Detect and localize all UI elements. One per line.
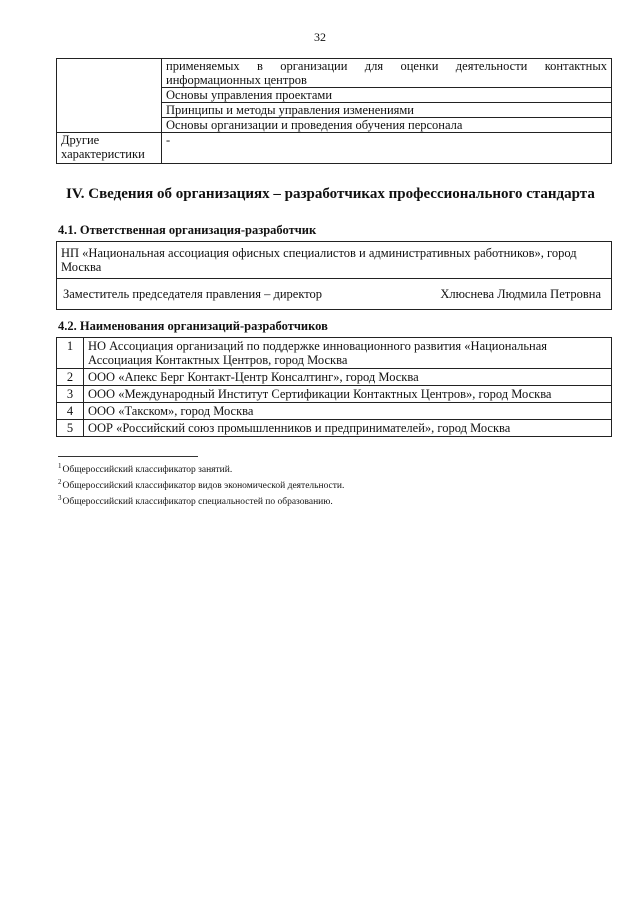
footnotes (58, 460, 598, 508)
position-text: Заместитель председателя правления – директор (63, 287, 323, 301)
other-characteristics-label: Другие характеристики (57, 133, 162, 164)
org-name: НО Ассоциация организаций по поддержке инновационного развития «Национальная Ассоциация Контактных Центров, город Москва (84, 338, 612, 369)
footnote (58, 460, 598, 476)
developers-heading: 4.2. Наименования организаций-разработчиков (58, 319, 328, 333)
org-name: ООО «Международный Институт Сертификации Контактных Центров», город Москва (84, 386, 612, 403)
other-characteristics-value: - (162, 133, 612, 164)
table-row (57, 403, 612, 420)
responsible-table (56, 241, 612, 310)
table-cell: Основы управления проектами (162, 88, 612, 103)
footnote-text: Общероссийский классификатор видов экономической деятельности. (62, 481, 345, 492)
table-cell: Основы организации и проведения обучения персонала (162, 118, 612, 133)
signatory-cell (57, 279, 612, 310)
footnote (58, 476, 598, 492)
row-number: 1 (57, 338, 84, 369)
table-row (57, 242, 612, 279)
row-number: 3 (57, 386, 84, 403)
org-name-cell: НП «Национальная ассоциация офисных специалистов и административных работников», город Москва (57, 242, 612, 279)
row-number: 5 (57, 420, 84, 437)
responsible-heading: 4.1. Ответственная организация-разработчик (58, 223, 317, 237)
org-name: ООР «Российский союз промышленников и предпринимателей», город Москва (84, 420, 612, 437)
table-cell-label (57, 59, 162, 133)
table-row (57, 338, 612, 369)
footnote-text: Общероссийский классификатор занятий. (62, 465, 233, 476)
row-number: 2 (57, 369, 84, 386)
table-row (57, 386, 612, 403)
table-row (57, 369, 612, 386)
footnote-mark: 2 (58, 478, 62, 487)
footnote-mark: 3 (58, 494, 62, 503)
table-row (57, 133, 612, 164)
footnote-divider (58, 456, 198, 457)
table-row (57, 59, 612, 88)
developers-table (56, 337, 612, 437)
footnote-text: Общероссийский классификатор специальностей по образованию. (62, 497, 333, 508)
footnote-mark: 1 (58, 462, 62, 470)
skills-table (56, 58, 612, 164)
table-row (57, 420, 612, 437)
table-cell: Принципы и методы управления изменениями (162, 103, 612, 118)
row-number: 4 (57, 403, 84, 420)
page-number: 32 (314, 30, 326, 44)
section-title: IV. Сведения об организациях – разработчиках профессионального стандарта (66, 186, 595, 202)
table-cell: применяемых в организации для оценки деятельности контактных информационных центров (162, 59, 612, 88)
org-name: ООО «Апекс Берг Контакт-Центр Консалтинг», город Москва (84, 369, 612, 386)
footnote (58, 492, 598, 508)
org-name: ООО «Такском», город Москва (84, 403, 612, 420)
person-name: Хлюснева Людмила Петровна (440, 287, 601, 301)
table-row (57, 279, 612, 310)
